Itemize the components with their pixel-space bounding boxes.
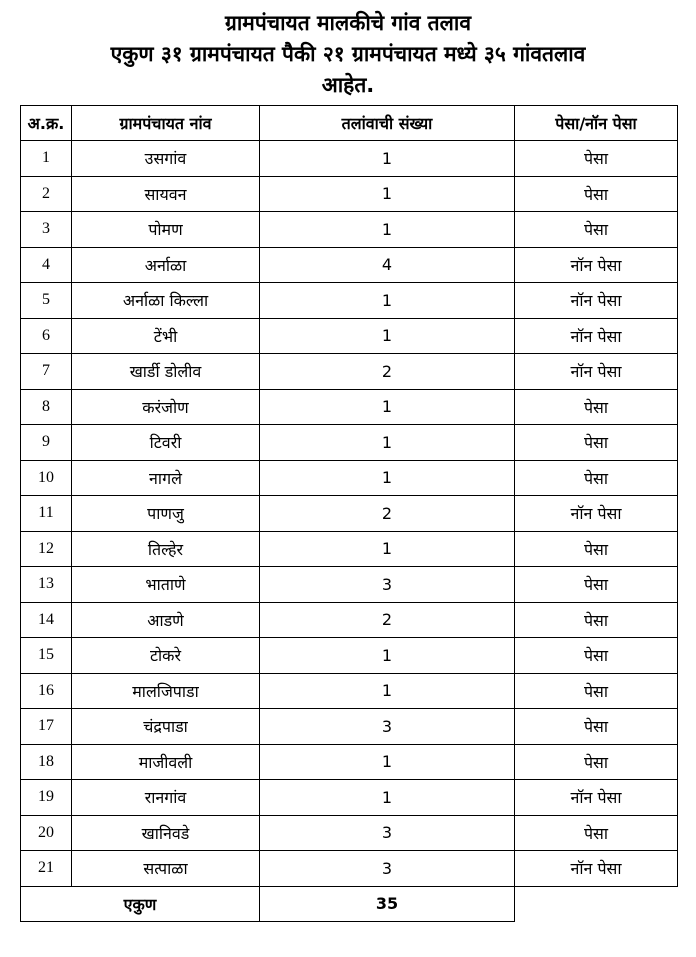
cell-panchayat-name: तिल्हेर bbox=[72, 531, 260, 567]
total-blank-cell bbox=[515, 886, 678, 921]
cell-panchayat-name: नागले bbox=[72, 460, 260, 496]
cell-pesa-status: नॉन पेसा bbox=[515, 354, 678, 390]
cell-pesa-status: पेसा bbox=[515, 176, 678, 212]
cell-panchayat-name: पाणजु bbox=[72, 496, 260, 532]
total-label: एकुण bbox=[21, 886, 260, 921]
cell-pesa-status: नॉन पेसा bbox=[515, 283, 678, 319]
cell-panchayat-name: टेंभी bbox=[72, 318, 260, 354]
cell-panchayat-name: मालजिपाडा bbox=[72, 673, 260, 709]
title-line-2: एकुण ३१ ग्रामपंचायत पैकी २१ ग्रामपंचायत मध्ये ३५ गांवतलाव bbox=[110, 42, 586, 66]
cell-serial: 6 bbox=[21, 318, 72, 354]
cell-pond-count: 1 bbox=[260, 673, 515, 709]
cell-serial: 8 bbox=[21, 389, 72, 425]
cell-serial: 5 bbox=[21, 283, 72, 319]
cell-panchayat-name: आडणे bbox=[72, 602, 260, 638]
cell-serial: 18 bbox=[21, 744, 72, 780]
table-row bbox=[21, 212, 678, 248]
cell-pesa-status: पेसा bbox=[515, 531, 678, 567]
table-row bbox=[21, 425, 678, 461]
cell-pond-count: 2 bbox=[260, 602, 515, 638]
cell-pesa-status: नॉन पेसा bbox=[515, 851, 678, 887]
cell-pond-count: 2 bbox=[260, 496, 515, 532]
cell-pesa-status: नॉन पेसा bbox=[515, 496, 678, 532]
cell-pesa-status: पेसा bbox=[515, 744, 678, 780]
cell-panchayat-name: रानगांव bbox=[72, 780, 260, 816]
table-row bbox=[21, 496, 678, 532]
cell-serial: 13 bbox=[21, 567, 72, 603]
cell-serial: 14 bbox=[21, 602, 72, 638]
cell-panchayat-name: सायवन bbox=[72, 176, 260, 212]
cell-pond-count: 1 bbox=[260, 744, 515, 780]
table-row bbox=[21, 318, 678, 354]
cell-pesa-status: पेसा bbox=[515, 425, 678, 461]
title-line-3: आहेत. bbox=[321, 73, 375, 97]
cell-serial: 7 bbox=[21, 354, 72, 390]
cell-panchayat-name: माजीवली bbox=[72, 744, 260, 780]
cell-panchayat-name: चंद्रपाडा bbox=[72, 709, 260, 745]
cell-pond-count: 1 bbox=[260, 318, 515, 354]
cell-serial: 19 bbox=[21, 780, 72, 816]
cell-pond-count: 1 bbox=[260, 176, 515, 212]
cell-pond-count: 1 bbox=[260, 780, 515, 816]
cell-panchayat-name: सत्पाळा bbox=[72, 851, 260, 887]
table-row bbox=[21, 815, 678, 851]
cell-pesa-status: पेसा bbox=[515, 815, 678, 851]
cell-serial: 20 bbox=[21, 815, 72, 851]
table-row bbox=[21, 283, 678, 319]
table-row bbox=[21, 638, 678, 674]
table-row bbox=[21, 673, 678, 709]
cell-pesa-status: पेसा bbox=[515, 141, 678, 177]
table-row bbox=[21, 247, 678, 283]
total-row bbox=[21, 886, 678, 921]
cell-serial: 1 bbox=[21, 141, 72, 177]
cell-pesa-status: नॉन पेसा bbox=[515, 247, 678, 283]
cell-pesa-status: पेसा bbox=[515, 673, 678, 709]
cell-pesa-status: नॉन पेसा bbox=[515, 318, 678, 354]
table-row bbox=[21, 531, 678, 567]
table-body bbox=[21, 141, 678, 887]
cell-pond-count: 3 bbox=[260, 567, 515, 603]
cell-panchayat-name: अर्नाळा bbox=[72, 247, 260, 283]
header-pesa-status: पेसा/नॉन पेसा bbox=[515, 106, 678, 141]
cell-pond-count: 1 bbox=[260, 425, 515, 461]
table-header-row bbox=[21, 106, 678, 141]
cell-pesa-status: पेसा bbox=[515, 460, 678, 496]
cell-pesa-status: पेसा bbox=[515, 638, 678, 674]
cell-pond-count: 1 bbox=[260, 212, 515, 248]
cell-panchayat-name: पोमण bbox=[72, 212, 260, 248]
cell-pesa-status: पेसा bbox=[515, 212, 678, 248]
cell-pond-count: 3 bbox=[260, 815, 515, 851]
cell-panchayat-name: उसगांव bbox=[72, 141, 260, 177]
table-row bbox=[21, 389, 678, 425]
table-row bbox=[21, 141, 678, 177]
table-row bbox=[21, 851, 678, 887]
cell-pond-count: 2 bbox=[260, 354, 515, 390]
cell-pond-count: 1 bbox=[260, 141, 515, 177]
cell-serial: 9 bbox=[21, 425, 72, 461]
table-row bbox=[21, 354, 678, 390]
cell-panchayat-name: टोकरे bbox=[72, 638, 260, 674]
cell-serial: 17 bbox=[21, 709, 72, 745]
cell-serial: 12 bbox=[21, 531, 72, 567]
cell-serial: 2 bbox=[21, 176, 72, 212]
table-row bbox=[21, 744, 678, 780]
cell-pond-count: 1 bbox=[260, 283, 515, 319]
cell-pond-count: 1 bbox=[260, 531, 515, 567]
table-row bbox=[21, 460, 678, 496]
cell-panchayat-name: भाताणे bbox=[72, 567, 260, 603]
header-pond-count: तलांवाची संख्या bbox=[260, 106, 515, 141]
cell-serial: 4 bbox=[21, 247, 72, 283]
table-row bbox=[21, 176, 678, 212]
cell-pond-count: 4 bbox=[260, 247, 515, 283]
cell-pond-count: 3 bbox=[260, 851, 515, 887]
cell-panchayat-name: खार्डी डोलीव bbox=[72, 354, 260, 390]
table-row bbox=[21, 567, 678, 603]
cell-serial: 3 bbox=[21, 212, 72, 248]
title-line-1: ग्रामपंचायत मालकीचे गांव तलाव bbox=[224, 11, 472, 35]
cell-pond-count: 1 bbox=[260, 638, 515, 674]
cell-serial: 10 bbox=[21, 460, 72, 496]
cell-pesa-status: नॉन पेसा bbox=[515, 780, 678, 816]
cell-serial: 11 bbox=[21, 496, 72, 532]
table-row bbox=[21, 602, 678, 638]
cell-panchayat-name: टिवरी bbox=[72, 425, 260, 461]
table-row bbox=[21, 780, 678, 816]
cell-serial: 21 bbox=[21, 851, 72, 887]
cell-serial: 15 bbox=[21, 638, 72, 674]
cell-pesa-status: पेसा bbox=[515, 389, 678, 425]
cell-pesa-status: पेसा bbox=[515, 567, 678, 603]
total-value: 35 bbox=[260, 886, 515, 921]
gram-panchayat-ponds-table bbox=[20, 105, 678, 922]
cell-pesa-status: पेसा bbox=[515, 602, 678, 638]
cell-pond-count: 1 bbox=[260, 460, 515, 496]
header-serial: अ.क्र. bbox=[21, 106, 72, 141]
cell-serial: 16 bbox=[21, 673, 72, 709]
cell-pond-count: 3 bbox=[260, 709, 515, 745]
cell-pesa-status: पेसा bbox=[515, 709, 678, 745]
cell-panchayat-name: अर्नाळा किल्ला bbox=[72, 283, 260, 319]
table-row bbox=[21, 709, 678, 745]
cell-panchayat-name: खानिवडे bbox=[72, 815, 260, 851]
cell-panchayat-name: करंजोण bbox=[72, 389, 260, 425]
cell-pond-count: 1 bbox=[260, 389, 515, 425]
header-panchayat-name: ग्रामपंचायत नांव bbox=[72, 106, 260, 141]
